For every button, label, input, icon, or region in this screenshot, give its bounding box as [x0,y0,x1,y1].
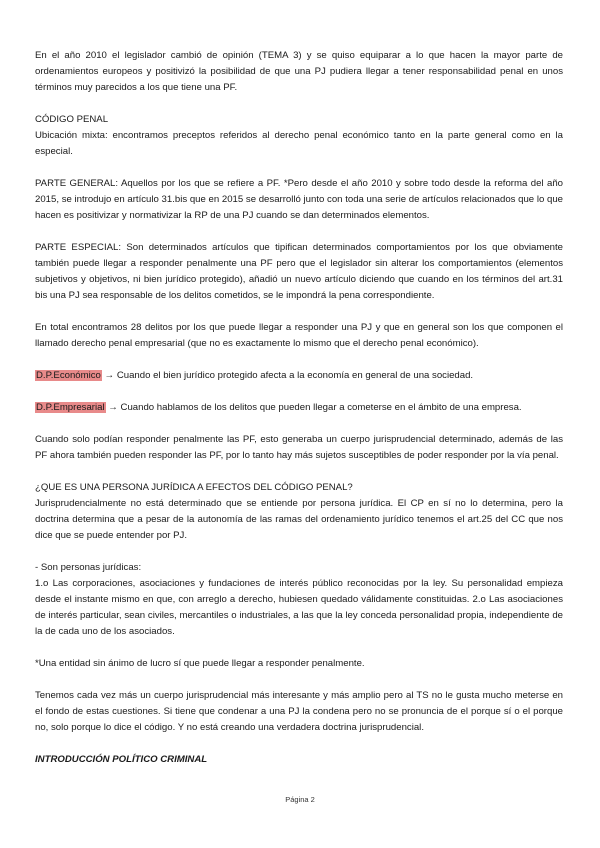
heading-persona-juridica: ¿QUE ES UNA PERSONA JURÍDICA A EFECTOS DEL CÓDIGO PENAL? [35,482,353,493]
highlight-term-empresarial: D.P.Empresarial [36,402,105,413]
definition-dp-economico [35,368,563,384]
paragraph-ubicacion: Ubicación mixta: encontramos preceptos referidos al derecho penal económico tanto en la parte general como en la especial. [35,130,563,157]
definition-text-economico: → Cuando el bien jurídico protegido afecta a la economía en general de una sociedad. [101,370,474,381]
heading-codigo-penal: CÓDIGO PENAL [35,114,109,125]
paragraph-cuando: Cuando solo podían responder penalmente las PF, esto generaba un cuerpo jurisprudencial determinado, además de las PF ahora también pueden responder las PF, por lo tanto hay más sujetos susceptibles de poder responder por la vía penal. [35,434,563,461]
definition-text-empresarial: → Cuando hablamos de los delitos que pueden llegar a cometerse en el ámbito de una empresa. [105,402,522,413]
paragraph-parte-general: PARTE GENERAL: Aquellos por los que se refiere a PF. *Pero desde el año 2010 y sobre todo desde la reforma del año 2015, se introdujo en artículo 31.bis que en 2015 se desarrolló junto con toda una serie de artículos relacionados que lo que hacen es positivizar y normativizar la RP de una PJ cuando se dan determinados elementos. [35,178,563,221]
highlight-term-economico: D.P.Económico [36,370,101,381]
paragraph-jurisprudencia: Jurisprudencialmente no está determinado que se entiende por persona jurídica. El CP en sí no lo determina, pero la doctrina determina que a pesar de la autonomía de las ramas del ordenamiento jurídico tenemos el art.25 del CC que nos dice que se puede entender por PJ. [35,498,563,541]
definition-dp-empresarial [35,400,563,416]
heading-introduccion: INTRODUCCIÓN POLÍTICO CRIMINAL [35,754,208,765]
page-content [35,48,563,768]
paragraph-entidad-sin-animo: *Una entidad sin ánimo de lucro sí que puede llegar a responder penalmente. [35,658,365,669]
heading-son-personas: - Son personas jurídicas: [35,562,142,573]
page-number: Página 2 [285,795,315,804]
paragraph-total-delitos: En total encontramos 28 delitos por los que puede llegar a responder una PJ y que en general son los que componen el llamado derecho penal empresarial (que no es exactamente lo mismo que el derecho penal económico). [35,322,563,349]
paragraph-intro: En el año 2010 el legislador cambió de opinión (TEMA 3) y se quiso equiparar a lo que hacen la mayor parte de ordenamientos europeos y positivizó la posibilidad de que una PJ pudiera llegar a tener responsabilidad penal en unos términos muy parecidos a los que tiene una PF. [35,50,563,93]
paragraph-tenemos: Tenemos cada vez más un cuerpo jurisprudencial más interesante y más amplio pero al TS no le gusta mucho meterse en el fondo de estas cuestiones. Si tiene que condenar a una PJ la condena pero no se pronuncia de el porque sí o el porque no, solo porque lo dice el código. Y no está creando una verdadera doctrina jurisprudencial. [35,690,563,733]
paragraph-lista-personas: 1.o Las corporaciones, asociaciones y fundaciones de interés público reconocidas por la ley. Su personalidad empieza desde el instante mismo en que, con arreglo a derecho, hubiesen quedado válidamente constituidas. 2.o Las asociaciones de interés particular, sean civiles, mercantiles o industriales, a las que la ley conceda personalidad propia, independiente de la de cada uno de los asociados. [35,578,563,637]
paragraph-parte-especial: PARTE ESPECIAL: Son determinados artículos que tipifican determinados comportamientos por los que obviamente también puede llegar a responder penalmente una PF pero que el legislador sin alterar los comportamientos (elementos subjetivos y objetivos, ni bien jurídico protegido), añadió un nuevo artículo diciendo que cuando en los términos del art.31 bis una PJ sea responsable de los delitos cometidos, se le impondrá la pena correspondiente. [35,242,563,301]
